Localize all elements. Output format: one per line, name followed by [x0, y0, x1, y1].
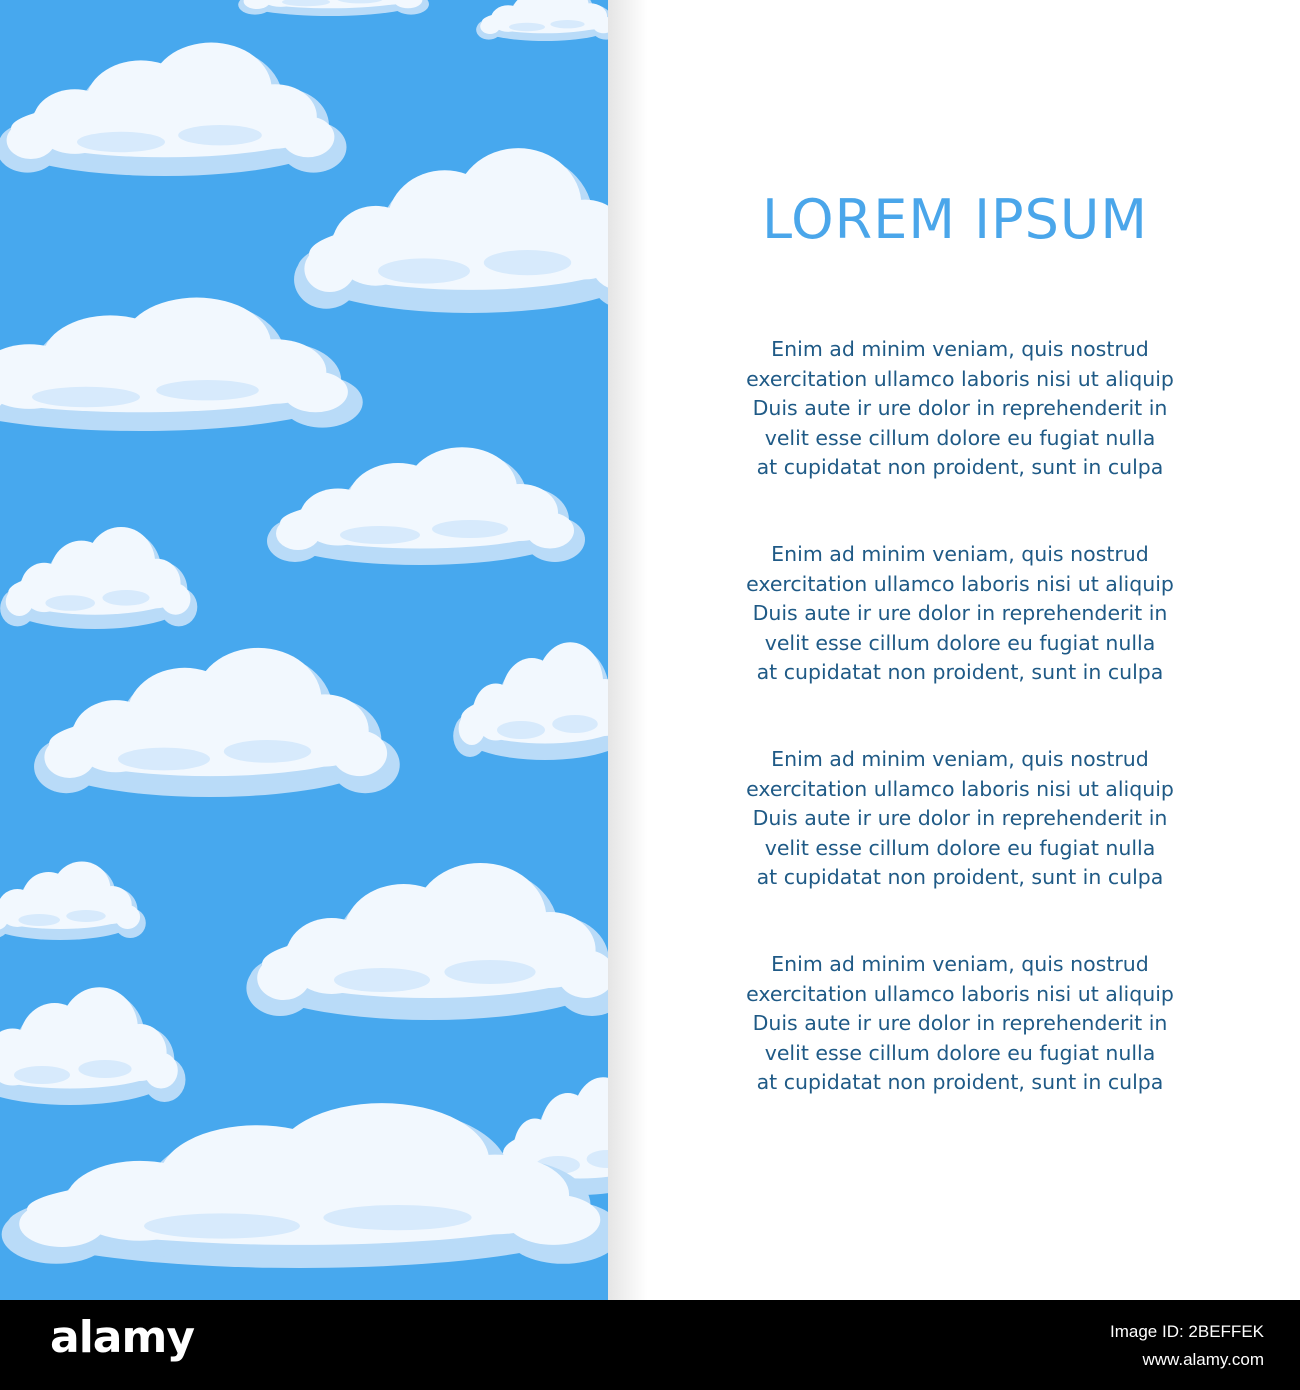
paragraph-line: exercitation ullamco laboris nisi ut aliquip — [746, 366, 1174, 391]
sky-cloud-panel — [0, 0, 608, 1300]
body-paragraph — [650, 950, 1270, 1098]
paragraph-line: at cupidatat non proident, sunt in culpa — [756, 455, 1164, 479]
website-text: www.alamy.com — [1142, 1350, 1264, 1369]
paragraph-line: exercitation ullamco laboris nisi ut aliquip — [746, 776, 1174, 801]
paragraph-line: Enim ad minim veniam, quis nostrud — [771, 952, 1149, 976]
paragraph-line: at cupidatat non proident, sunt in culpa — [756, 660, 1164, 684]
paragraph-line: velit esse cillum dolore eu fugiat nulla — [764, 835, 1156, 860]
paragraph-line: velit esse cillum dolore eu fugiat nulla — [764, 425, 1156, 450]
paragraph-line: velit esse cillum dolore eu fugiat nulla — [764, 1040, 1156, 1065]
paragraph-line: Duis aute ir ure dolor in reprehenderit in — [752, 1011, 1168, 1035]
paragraph-line: Duis aute ir ure dolor in reprehenderit in — [752, 601, 1168, 625]
paragraph-line: at cupidatat non proident, sunt in culpa — [756, 865, 1164, 889]
paragraph-line: at cupidatat non proident, sunt in culpa — [756, 1070, 1164, 1094]
paragraph-line: Enim ad minim veniam, quis nostrud — [771, 747, 1149, 771]
paragraph-line: velit esse cillum dolore eu fugiat nulla — [764, 630, 1156, 655]
footer-bar — [0, 1300, 1300, 1390]
poster-title: LOREM IPSUM — [762, 188, 1148, 251]
paragraph-line: Enim ad minim veniam, quis nostrud — [771, 542, 1149, 566]
paragraph-line: Duis aute ir ure dolor in reprehenderit in — [752, 806, 1168, 830]
cloud-pattern-illustration — [0, 0, 608, 1300]
paragraph-line: Enim ad minim veniam, quis nostrud — [771, 337, 1149, 361]
paragraph-line: exercitation ullamco laboris nisi ut aliquip — [746, 571, 1174, 596]
alamy-logo: alamy — [50, 1312, 194, 1363]
footer-info — [1110, 1318, 1264, 1374]
body-paragraph — [650, 335, 1270, 483]
paragraph-line: exercitation ullamco laboris nisi ut aliquip — [746, 981, 1174, 1006]
body-paragraph — [650, 745, 1270, 893]
image-id-text: Image ID: 2BEFFEK — [1110, 1322, 1264, 1341]
body-paragraph — [650, 540, 1270, 688]
paragraph-line: Duis aute ir ure dolor in reprehenderit in — [752, 396, 1168, 420]
